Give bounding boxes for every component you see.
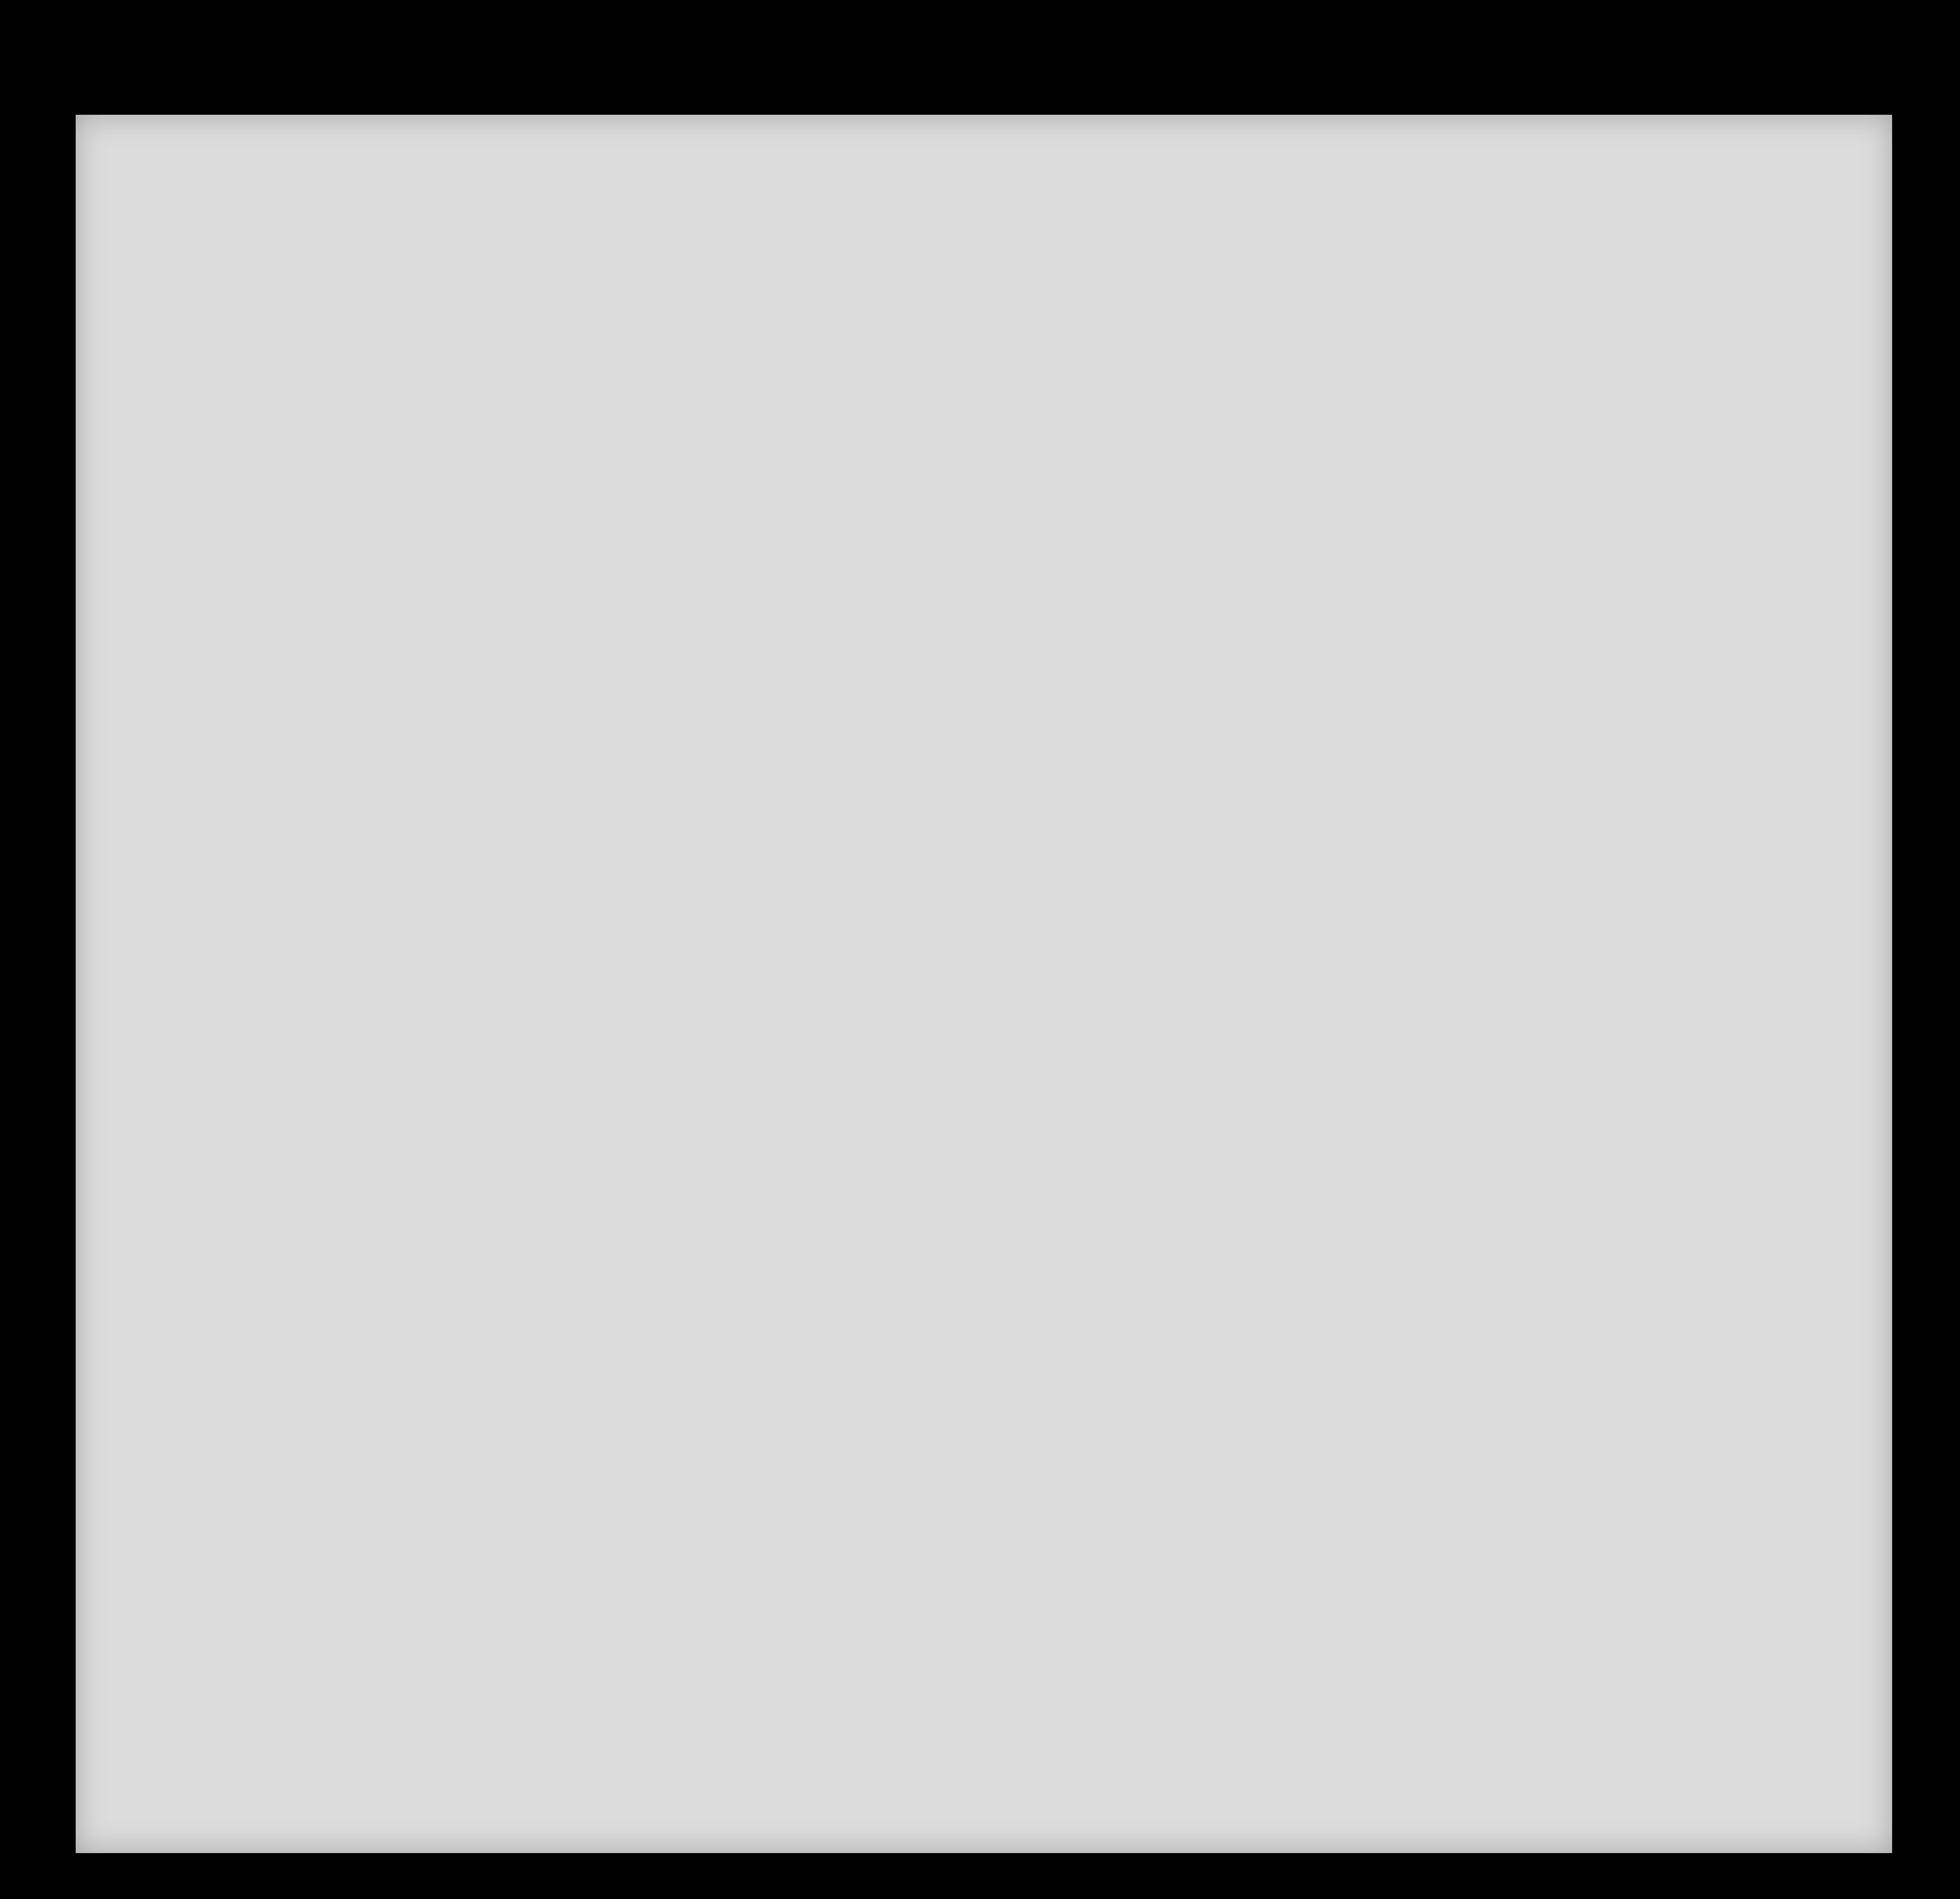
- heading-prison: [1264, 391, 1295, 513]
- heading-inches: [1624, 476, 1643, 513]
- heading-labor-offer: [1406, 391, 1445, 513]
- heading-become-citizen: [1226, 403, 1260, 515]
- heading-overthrow: [1353, 391, 1401, 513]
- heading-return-intent: [1116, 403, 1155, 515]
- heading-fifty-dollars: [698, 388, 719, 505]
- heading-anarchist: [1327, 391, 1349, 513]
- heading-length-of-stay: [1169, 403, 1204, 515]
- heading-deported: [1453, 391, 1484, 513]
- heading-ticket: [571, 388, 591, 510]
- heading-polygamist: [1300, 391, 1322, 513]
- heading-feet: [1603, 481, 1622, 510]
